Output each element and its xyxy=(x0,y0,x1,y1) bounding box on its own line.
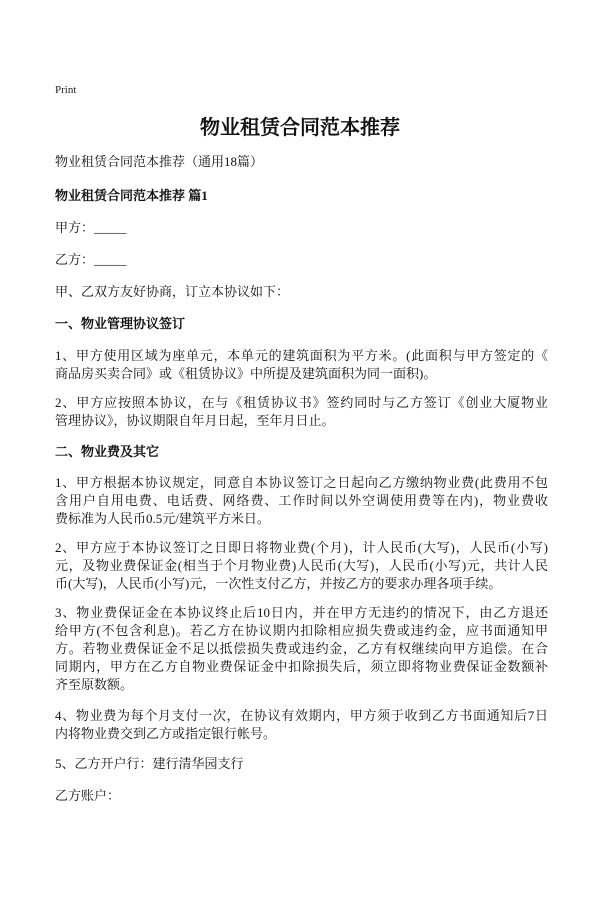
subtitle-text: 物业租赁合同范本推荐（通用18篇） xyxy=(55,154,264,169)
section-2-clause-5 xyxy=(55,755,548,773)
clause-line: 币(大写)，人民币(小写)元，一次性支付乙方，并按乙方的要求办理各项手续。 xyxy=(55,576,502,591)
clause-line: 商品房买卖合同》或《租赁协议》中所提及建筑面积为同一面积)。 xyxy=(55,366,437,381)
document-subtitle xyxy=(55,153,548,171)
party-b-line xyxy=(55,251,548,269)
document-title: 物业租赁合同范本推荐 xyxy=(200,117,400,139)
section-heading-text: 二、物业费及其它 xyxy=(55,444,160,459)
clause-line: 方。若物业费保证金不足以抵偿损失费或违约金，乙方有权继续向甲方追偿。在合 xyxy=(55,641,548,656)
preamble-text: 甲、乙双方友好协商，订立本协议如下： xyxy=(55,284,290,299)
party-a-line xyxy=(55,219,548,237)
section-2-clause-1 xyxy=(55,474,548,528)
preamble xyxy=(55,283,548,301)
article-heading-text: 物业租赁合同范本推荐 篇1 xyxy=(55,188,208,203)
section-heading-1 xyxy=(55,315,548,333)
section-2-clause-3 xyxy=(55,604,548,694)
clause-line: 含用户自用电费、电话费、网络费、工作时间以外空调使用费等在内)，物业费收 xyxy=(55,493,548,508)
clause-line: 给甲方(不包含利息)。若乙方在协议期内扣除相应损失费或违约金，应书面通知甲 xyxy=(55,623,548,638)
section-heading-2 xyxy=(55,443,548,461)
party-b-text: 乙方：_____ xyxy=(55,252,127,267)
article-heading xyxy=(55,187,548,205)
clause-line: 2、甲方应按照本协议，在与《租赁协议书》签约同时与乙方签订《创业大厦物业 xyxy=(55,395,548,410)
account-label: 乙方账户： xyxy=(55,788,121,803)
clause-line: 管理协议》，协议期限自年月日起，至年月日止。 xyxy=(55,413,335,428)
section-1-clause-1 xyxy=(55,347,548,383)
section-1-clause-2 xyxy=(55,394,548,430)
party-a-text: 甲方：_____ xyxy=(55,220,127,235)
section-2-clause-4 xyxy=(55,707,548,743)
clause-line: 5、乙方开户行：建行清华园支行 xyxy=(55,756,244,771)
section-heading-text: 一、物业管理协议签订 xyxy=(55,316,186,331)
print-link[interactable]: Print xyxy=(55,84,77,96)
clause-line: 4、物业费为每个月支付一次，在协议有效期内，甲方须于收到乙方书面通知后7日 xyxy=(55,708,548,723)
clause-line: 同期内，甲方在乙方自物业费保证金中扣除损失后，须立即将物业费保证金数额补 xyxy=(55,659,548,674)
clause-line: 费标准为人民币0.5元/建筑平方米日。 xyxy=(55,511,270,526)
account-line xyxy=(55,787,548,805)
section-2-clause-2 xyxy=(55,539,548,593)
clause-line: 齐至原数额。 xyxy=(55,677,134,692)
clause-line: 3、物业费保证金在本协议终止后10日内，并在甲方无违约的情况下，由乙方退还 xyxy=(55,605,548,620)
clause-line: 元，及物业费保证金(相当于个月物业费)人民币(大写)，人民币(小写)元，共计人民 xyxy=(55,558,548,573)
clause-line: 1、甲方使用区域为座单元，本单元的建筑面积为平方米。(此面积与甲方签定的《 xyxy=(55,348,548,363)
clause-line: 2、甲方应于本协议签订之日即日将物业费(个月)，计人民币(大写)，人民币(小写) xyxy=(55,540,548,555)
clause-line: 内将物业费交到乙方或指定银行帐号。 xyxy=(55,726,277,741)
clause-line: 1、甲方根据本协议规定，同意自本协议签订之日起向乙方缴纳物业费(此费用不包 xyxy=(55,475,548,490)
